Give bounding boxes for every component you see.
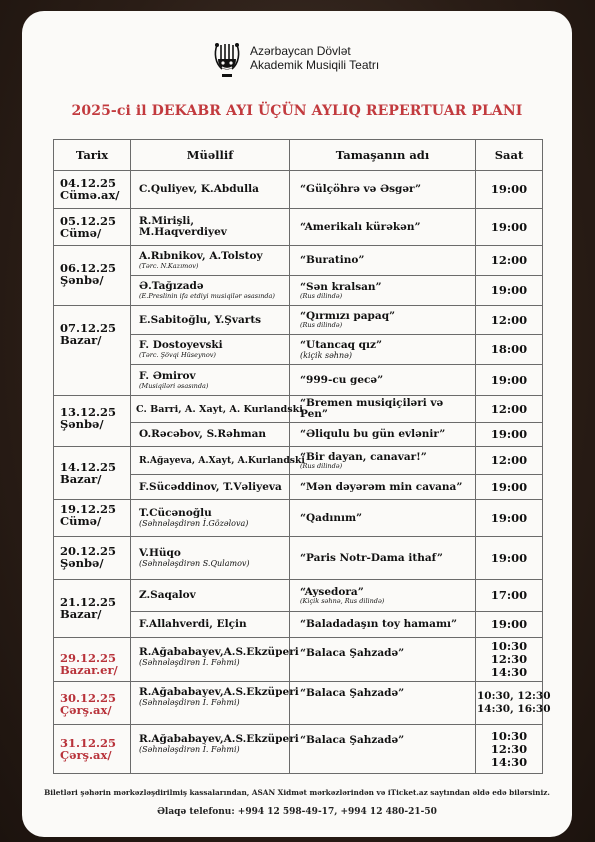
table-row xyxy=(54,580,543,612)
play-cell xyxy=(290,306,476,335)
weekday: Cümə.ax/ xyxy=(60,188,120,202)
date-cell xyxy=(54,537,131,580)
showtime: 14:30, 16:30 xyxy=(477,703,551,715)
author-note: (Tərc. N.Kazımov) xyxy=(139,262,199,270)
table-row xyxy=(54,638,543,682)
play-cell: “Balaca Şahzadə” xyxy=(290,682,476,725)
play-cell xyxy=(290,335,476,365)
play-title: “Utancaq qız” xyxy=(300,338,383,351)
time-cell xyxy=(476,725,543,774)
author-name: F. Əmirov xyxy=(139,369,196,382)
time-cell: 19:00 xyxy=(476,475,543,500)
theatre-name-line1: Azərbaycan Dövlət xyxy=(250,44,351,58)
play-cell: “Buratino” xyxy=(290,246,476,276)
showtime: 12:30 xyxy=(490,741,528,756)
contact-phone: Əlaqə telefonu: +994 12 598-49-17, +994 12 480-21-50 xyxy=(157,807,437,817)
showtime: 10:30 xyxy=(490,728,528,743)
play-cell: “Balaca Şahzadə” xyxy=(290,638,476,682)
author-name: R.Ağababayev,A.S.Ekzüperi xyxy=(139,646,299,658)
play-note: (kiçik səhnə) xyxy=(300,350,352,360)
play-cell: “Əliqulu bu gün evlənir” xyxy=(290,423,476,447)
date: 05.12.25 xyxy=(60,214,117,228)
play-cell: “999-cu gecə” xyxy=(290,365,476,396)
weekday: Çərş.ax/ xyxy=(60,748,112,762)
play-note: (Kiçik səhnə, Rus dilində) xyxy=(300,596,385,605)
table-row xyxy=(54,396,543,423)
author-note: (Səhnələşdirən İ. Fəhmi) xyxy=(139,698,240,707)
author-note: (Musiqiləri əsasında) xyxy=(139,381,209,390)
date-cell xyxy=(54,209,131,246)
time-cell: 17:00 xyxy=(476,580,543,612)
date: 31.12.25 xyxy=(60,736,117,750)
author-note: (Səhnələşdirən İ. Fəhmi) xyxy=(139,745,240,754)
showtime: 14:30 xyxy=(490,665,528,679)
weekday: Şənbə/ xyxy=(60,417,104,431)
table-row xyxy=(54,171,543,209)
play-cell: “Bremen musiqiçiləri və Pen” xyxy=(290,396,476,423)
author-note: (Tərc. Şövqi Hüseynov) xyxy=(139,351,216,359)
table-row xyxy=(54,725,543,774)
author-cell: C.Quliyev, K.Abdulla xyxy=(131,171,290,209)
date-cell xyxy=(54,447,131,500)
time-cell: 19:00 xyxy=(476,423,543,447)
theatre-name xyxy=(250,44,450,72)
author-cell: R.Mirişli, M.Haqverdiyev xyxy=(131,209,290,246)
play-cell xyxy=(290,447,476,475)
weekday: Şənbə/ xyxy=(60,273,104,287)
date-cell xyxy=(54,682,131,725)
play-cell: “Balaca Şahzadə” xyxy=(290,725,476,774)
ticket-info: Biletləri şəhərin mərkəzləşdirilmiş kassalarından, ASAN Xidmət mərkəzlərindən və iTicket.az saytından əldə edə bilərsiniz. xyxy=(44,788,550,797)
repertoire-table xyxy=(53,139,551,774)
play-title: “Bir dayan, canavar!” xyxy=(300,450,427,463)
play-cell: “Mən dəyərəm min cavana” xyxy=(290,475,476,500)
time-cell: 12:00 xyxy=(476,396,543,423)
time-cell xyxy=(476,682,551,725)
date: 21.12.25 xyxy=(60,595,117,609)
header-time: Saat xyxy=(476,140,543,171)
time-cell: 18:00 xyxy=(476,335,543,365)
table-row xyxy=(54,209,543,246)
author-name: R.Ağababayev,A.S.Ekzüperi xyxy=(139,733,299,745)
time-cell: 12:00 xyxy=(476,306,543,335)
weekday: Cümə/ xyxy=(60,226,102,240)
play-note: (Rus dilində) xyxy=(300,291,343,300)
author-cell: Z.Saqalov xyxy=(131,580,290,612)
date-cell xyxy=(54,306,131,396)
header-play: Tamaşanın adı xyxy=(290,140,476,171)
weekday: Bazar/ xyxy=(60,607,102,621)
play-cell xyxy=(290,276,476,306)
time-cell: 19:00 xyxy=(476,209,543,246)
weekday: Bazar/ xyxy=(60,472,102,486)
author-cell xyxy=(131,537,290,580)
play-cell: “Qadınım” xyxy=(290,500,476,537)
table-row xyxy=(54,447,543,475)
date: 20.12.25 xyxy=(60,544,117,558)
theatre-mask-lyre-icon xyxy=(210,41,244,79)
author-name: Ə.Tağızadə xyxy=(139,280,204,292)
author-cell xyxy=(131,638,299,682)
time-cell: 19:00 xyxy=(476,537,543,580)
date: 06.12.25 xyxy=(60,261,117,275)
play-note: (Rus dilində) xyxy=(300,461,343,470)
showtime: 10:30 xyxy=(490,639,528,653)
author-cell xyxy=(131,276,290,306)
table-row xyxy=(54,537,543,580)
header-author: Müəllif xyxy=(131,140,290,171)
date-cell xyxy=(54,171,131,209)
time-cell xyxy=(476,638,543,682)
time-cell: 19:00 xyxy=(476,276,543,306)
date: 30.12.25 xyxy=(60,691,117,705)
table-row xyxy=(54,500,543,537)
author-note: (Səhnələşdirən İ. Fəhmi) xyxy=(139,658,240,667)
author-note: (E.Preslinin ifa etdiyi musiqilər əsasında) xyxy=(139,292,275,300)
showtime: 10:30, 12:30 xyxy=(477,690,551,702)
poster-card xyxy=(22,11,572,837)
time-cell: 12:00 xyxy=(476,447,543,475)
author-cell: O.Rəcəbov, S.Rəhman xyxy=(131,423,290,447)
play-cell: “Amerikalı kürəkən” xyxy=(290,209,476,246)
showtime: 14:30 xyxy=(490,754,528,769)
weekday: Bazar.er/ xyxy=(60,663,118,677)
author-cell: R.Ağayeva, A.Xayt, A.Kurlandski xyxy=(131,447,290,475)
time-cell: 12:00 xyxy=(476,246,543,276)
date-cell xyxy=(54,725,131,774)
date: 14.12.25 xyxy=(60,460,117,474)
date-cell xyxy=(54,638,131,682)
author-cell: C. Barri, A. Xayt, A. Kurlandski xyxy=(131,396,290,423)
author-cell: F.Allahverdi, Elçin xyxy=(131,612,290,638)
author-cell xyxy=(131,725,299,774)
author-cell xyxy=(131,365,290,396)
author-note: (Səhnələşdirən S.Qulamov) xyxy=(139,559,250,568)
play-title: “Aysedora” xyxy=(300,585,364,598)
time-cell: 19:00 xyxy=(476,500,543,537)
date-cell xyxy=(54,246,131,306)
author-name: T.Cücənoğlu xyxy=(139,507,212,519)
date-cell xyxy=(54,500,131,537)
theatre-name-line2: Akademik Musiqili Teatrı xyxy=(250,58,380,72)
table-row xyxy=(54,246,543,276)
author-cell xyxy=(131,682,299,725)
weekday: Cümə/ xyxy=(60,514,102,528)
author-note: (Səhnələşdirən İ.Gözəlova) xyxy=(139,519,249,528)
weekday: Çərş.ax/ xyxy=(60,703,112,717)
author-name: R.Ağababayev,A.S.Ekzüperi xyxy=(139,686,299,698)
time-cell: 19:00 xyxy=(476,612,543,638)
weekday: Bazar/ xyxy=(60,333,102,347)
page-title: 2025-ci il DEKABR AYI ÜÇÜN AYLIQ REPERTUAR PLANI xyxy=(71,103,523,119)
date-cell xyxy=(54,396,131,447)
time-cell: 19:00 xyxy=(476,365,543,396)
weekday: Şənbə/ xyxy=(60,556,104,570)
date: 07.12.25 xyxy=(60,321,117,335)
play-cell: “Paris Notr-Dama ithaf” xyxy=(290,537,476,580)
play-title: “Sən kralsan” xyxy=(300,280,382,293)
date-cell xyxy=(54,580,131,638)
time-cell: 19:00 xyxy=(476,171,543,209)
author-name: F. Dostoyevski xyxy=(139,339,223,351)
play-cell: “Gülçöhrə və Əsgər” xyxy=(290,171,476,209)
author-cell xyxy=(131,335,290,365)
play-cell xyxy=(290,580,476,612)
play-title: “Qırmızı papaq” xyxy=(300,310,396,322)
author-name: A.Rıbnikov, A.Tolstoy xyxy=(139,250,263,262)
author-cell: F.Sücəddinov, T.Vəliyeva xyxy=(131,475,290,500)
table-row xyxy=(54,306,543,335)
header-date: Tarix xyxy=(54,140,131,171)
date: 29.12.25 xyxy=(60,651,117,665)
showtime: 12:30 xyxy=(490,652,528,666)
table-row xyxy=(54,682,543,725)
theatre-header xyxy=(22,41,572,85)
date: 19.12.25 xyxy=(60,502,117,516)
date: 04.12.25 xyxy=(60,176,117,190)
play-cell: “Baladadaşın toy hamamı” xyxy=(290,612,476,638)
author-cell xyxy=(131,246,290,276)
play-note: (Rus dilində) xyxy=(300,321,343,329)
author-name: V.Hüqo xyxy=(139,547,181,559)
date: 13.12.25 xyxy=(60,405,117,419)
table-header-row xyxy=(54,140,543,171)
author-cell: E.Sabitoğlu, Y.Şvarts xyxy=(131,306,290,335)
author-cell xyxy=(131,500,290,537)
